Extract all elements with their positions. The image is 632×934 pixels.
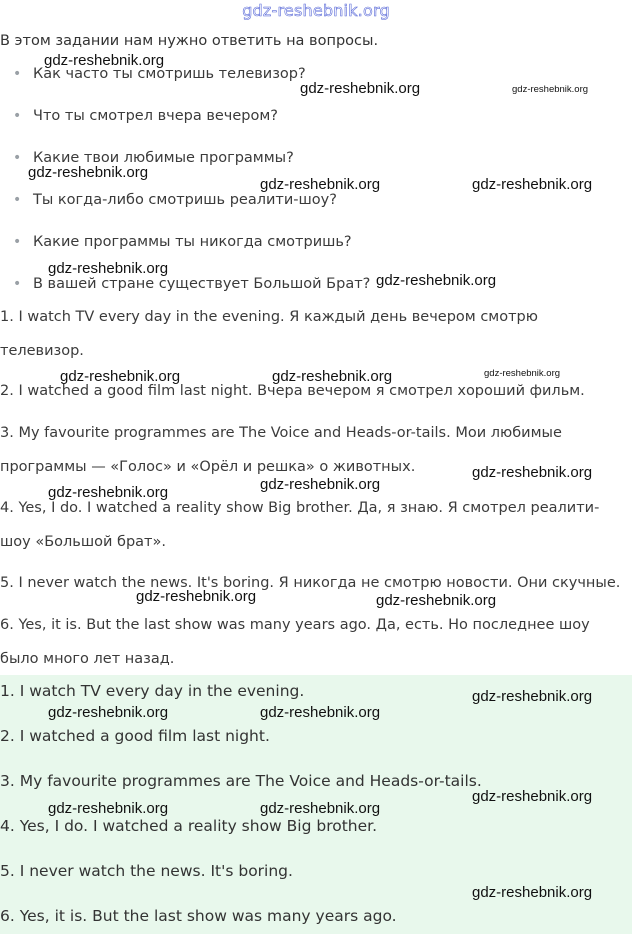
answer-line: 3. My favourite programmes are The Voice and Heads-or-tails. Мои любимые [0, 425, 562, 441]
answer-line: было много лет назад. [0, 651, 175, 667]
answer-line: программы — «Голос» и «Орёл и решка» о животных. [0, 459, 416, 475]
bullet-icon: • [13, 192, 22, 208]
watermark: gdz-reshebnik.org [484, 368, 561, 379]
watermark: gdz-reshebnik.org [472, 884, 593, 901]
watermark: gdz-reshebnik.org [260, 476, 381, 493]
watermark: gdz-reshebnik.org [48, 800, 169, 817]
watermark: gdz-reshebnik.org [472, 788, 593, 805]
bullet-icon: • [13, 150, 22, 166]
site-header[interactable]: gdz-reshebnik.org [242, 1, 390, 20]
answer-line: 4. Yes, I do. I watched a reality show Big brother. Да, я знаю. Я смотрел реалити- [0, 500, 600, 516]
watermark: gdz-reshebnik.org [272, 368, 393, 385]
watermark: gdz-reshebnik.org [48, 704, 169, 721]
final-answer: 4. Yes, I do. I watched a reality show Big brother. [0, 817, 378, 835]
watermark: gdz-reshebnik.org [260, 176, 381, 193]
answer-line: 1. I watch TV every day in the evening. Я каждый день вечером смотрю [0, 309, 538, 325]
watermark: gdz-reshebnik.org [512, 84, 589, 95]
watermark: gdz-reshebnik.org [60, 368, 181, 385]
watermark: gdz-reshebnik.org [136, 588, 257, 605]
question-text: Ты когда-либо смотришь реалити-шоу? [33, 192, 337, 208]
watermark: gdz-reshebnik.org [472, 176, 593, 193]
watermark: gdz-reshebnik.org [28, 164, 149, 181]
watermark: gdz-reshebnik.org [376, 272, 497, 289]
watermark: gdz-reshebnik.org [44, 52, 165, 69]
bullet-icon: • [13, 234, 22, 250]
question-text: Какие программы ты никогда смотришь? [33, 234, 352, 250]
bullet-icon: • [13, 108, 22, 124]
watermark: gdz-reshebnik.org [472, 688, 593, 705]
watermark: gdz-reshebnik.org [300, 80, 421, 97]
answer-line: 2. I watched a good film last night. Вчера вечером я смотрел хороший фильм. [0, 383, 585, 399]
answer-line: 5. I never watch the news. It's boring. Я никогда не смотрю новости. Они скучные. [0, 575, 621, 591]
answer-line: телевизор. [0, 343, 84, 359]
watermark: gdz-reshebnik.org [472, 464, 593, 481]
bullet-icon: • [13, 66, 22, 82]
question-text: Что ты смотрел вчера вечером? [33, 108, 278, 124]
final-answer: 3. My favourite programmes are The Voice and Heads-or-tails. [0, 772, 482, 790]
watermark: gdz-reshebnik.org [48, 260, 169, 277]
final-answer: 1. I watch TV every day in the evening. [0, 682, 305, 700]
question-text: Какие твои любимые программы? [33, 150, 294, 166]
list-item [0, 102, 370, 144]
final-answer: 5. I never watch the news. It's boring. [0, 862, 293, 880]
final-answer: 6. Yes, it is. But the last show was many years ago. [0, 907, 397, 925]
question-text: В вашей стране существует Большой Брат? [33, 276, 371, 292]
answer-line: 6. Yes, it is. But the last show was many years ago. Да, есть. Но последнее шоу [0, 617, 590, 633]
watermark: gdz-reshebnik.org [260, 704, 381, 721]
answer-line: шоу «Большой брат». [0, 534, 166, 550]
watermark: gdz-reshebnik.org [260, 800, 381, 817]
question-text: Как часто ты смотришь телевизор? [33, 66, 306, 82]
watermark: gdz-reshebnik.org [376, 592, 497, 609]
final-answer: 2. I watched a good film last night. [0, 727, 270, 745]
intro-text: В этом задании нам нужно ответить на вопросы. [0, 33, 379, 49]
watermark: gdz-reshebnik.org [48, 484, 169, 501]
bullet-icon: • [13, 276, 22, 292]
